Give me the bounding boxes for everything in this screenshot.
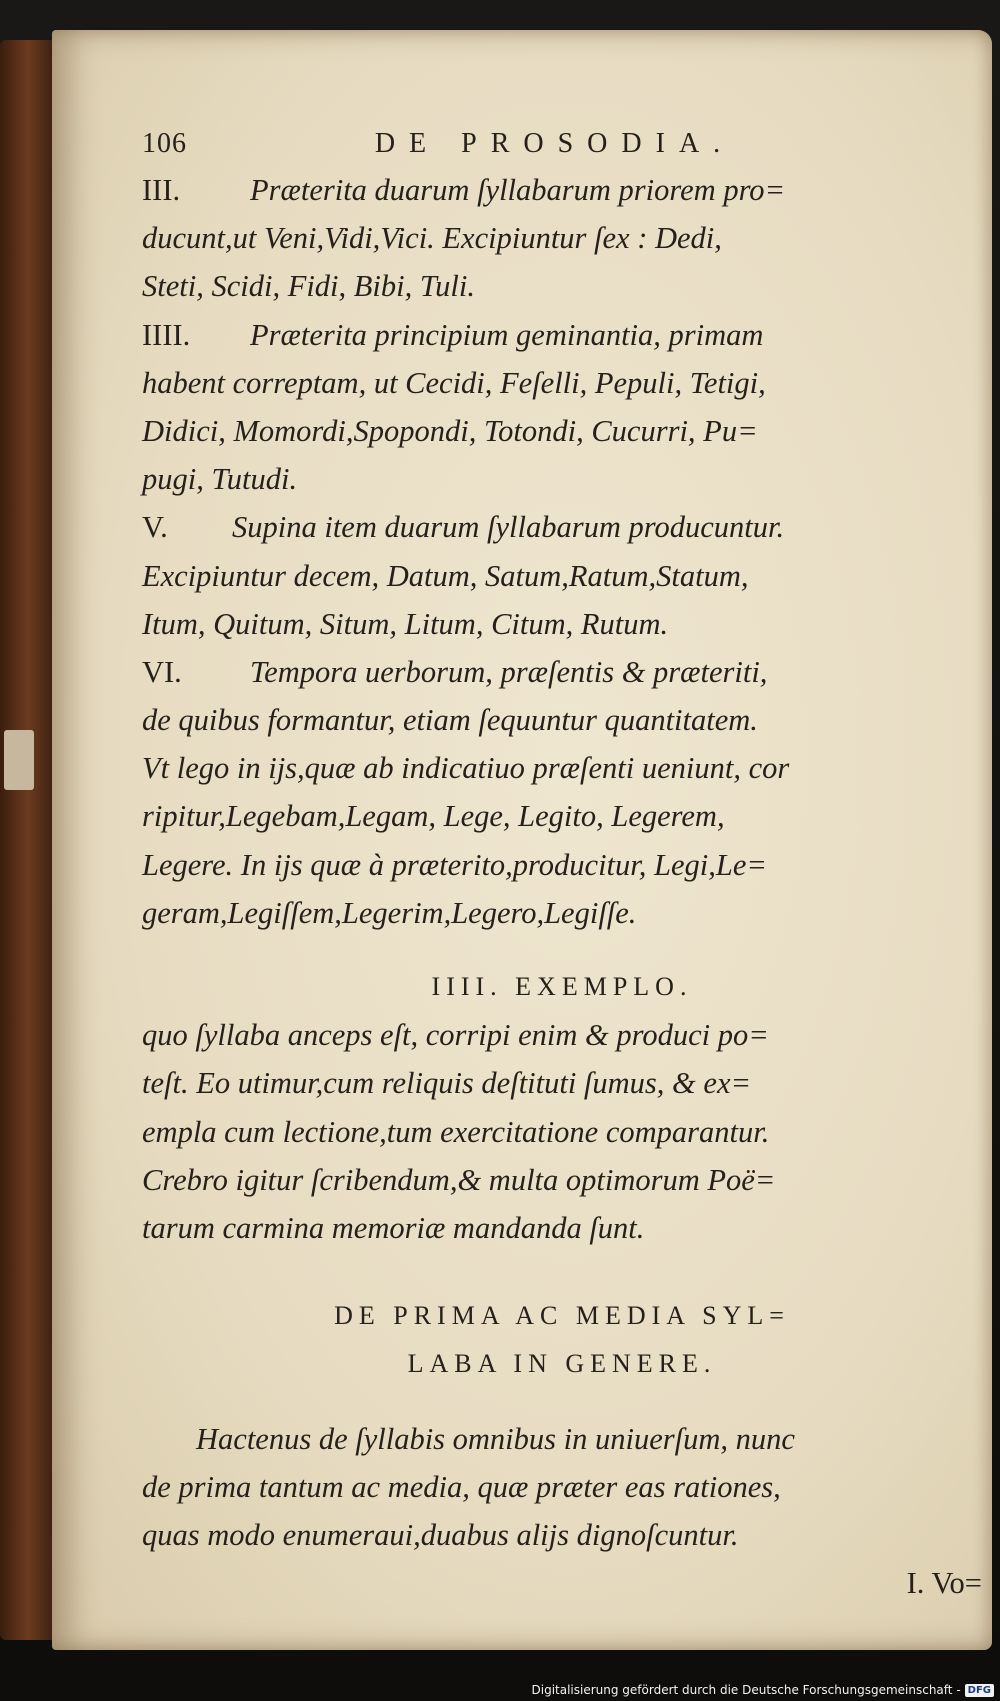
- rule-number: V.: [142, 510, 168, 545]
- rule-line: [142, 648, 982, 696]
- section-heading-prima-media: DE PRIMA AC MEDIA SYL=: [334, 1301, 790, 1331]
- rule-line: Excipiuntur decem, Datum, Satum,Ratum,Statum,: [142, 558, 749, 593]
- rule-line: Vt lego in ijs,quæ ab indicatiuo præſenti ueniunt, cor: [142, 751, 790, 786]
- dfg-logo: DFG: [965, 1684, 994, 1697]
- credit-text: Digitalisierung gefördert durch die Deutsche Forschungsgemeinschaft -: [531, 1683, 961, 1697]
- rule-line: [142, 166, 982, 214]
- page-number: 106: [142, 128, 187, 159]
- rule-text: Præterita principium geminantia, primam: [250, 317, 764, 352]
- spine-tab: [4, 730, 34, 790]
- rule-text: Tempora uerborum, præſentis & præteriti,: [250, 654, 768, 689]
- rule-line: Steti, Scidi, Fidi, Bibi, Tuli.: [142, 269, 475, 304]
- exemplo-line: empla cum lectione,tum exercitatione comparantur.: [142, 1114, 770, 1149]
- exemplo-line: quo ſyllaba anceps eſt, corripi enim & produci po=: [142, 1018, 769, 1053]
- rule-line: Legere. In ijs quæ à præterito,producitur, Legi,Le=: [142, 847, 767, 882]
- book-page: [52, 30, 992, 1650]
- rule-line: Didici, Momordi,Spopondi, Totondi, Cucurri, Pu=: [142, 413, 758, 448]
- rule-line: de quibus formantur, etiam ſequuntur quantitatem.: [142, 703, 758, 738]
- exemplo-line: tarum carmina memoriæ mandanda ſunt.: [142, 1210, 645, 1245]
- rule-number: VI.: [142, 654, 182, 689]
- rule-line: ducunt,ut Veni,Vidi,Vici. Excipiuntur ſex : Dedi,: [142, 221, 722, 256]
- rule-line: geram,Legiſſem,Legerim,Legero,Legiſſe.: [142, 895, 637, 930]
- rule-line: Itum, Quitum, Situm, Litum, Citum, Rutum.: [142, 606, 669, 641]
- section-heading-exemplo: IIII. EXEMPLO.: [431, 972, 693, 1001]
- rule-text: Supina item duarum ſyllabarum producuntur.: [232, 510, 785, 545]
- digitization-credit: [532, 1683, 995, 1697]
- rule-line: [142, 503, 982, 551]
- page-text: [142, 120, 982, 1607]
- paragraph-line: quas modo enumeraui,duabus alijs dignoſcuntur.: [142, 1517, 739, 1552]
- rule-number: III.: [142, 173, 181, 207]
- running-head: [142, 120, 982, 166]
- rule-line: ripitur,Legebam,Legam, Lege, Legito, Legerem,: [142, 799, 725, 834]
- running-title: DE PROSODIA.: [374, 128, 735, 159]
- section-heading-prima-media: LABA IN GENERE.: [407, 1349, 717, 1379]
- paragraph-line: Hactenus de ſyllabis omnibus in uniuerſum, nunc: [196, 1421, 795, 1456]
- rule-line: pugi, Tutudi.: [142, 462, 298, 497]
- rule-line: [142, 311, 982, 359]
- rule-text: Præterita duarum ſyllabarum priorem pro=: [250, 173, 786, 207]
- exemplo-line: teſt. Eo utimur,cum reliquis deſtituti ſumus, & ex=: [142, 1066, 752, 1101]
- rule-number: IIII.: [142, 317, 191, 352]
- exemplo-line: Crebro igitur ſcribendum,& multa optimorum Poë=: [142, 1162, 776, 1197]
- rule-line: habent correptam, ut Cecidi, Feſelli, Pepuli, Tetigi,: [142, 365, 766, 400]
- paragraph-line: de prima tantum ac media, quæ præter eas rationes,: [142, 1469, 781, 1504]
- catchword: I. Vo=: [906, 1566, 982, 1601]
